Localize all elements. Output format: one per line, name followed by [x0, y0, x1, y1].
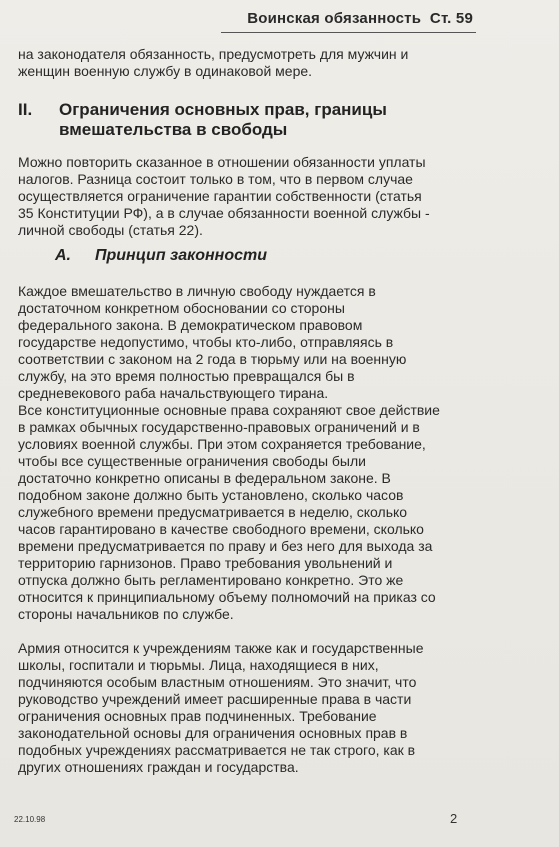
text-line: подчиняются особым властным отношениям. Это значит, что [18, 674, 417, 690]
text-line: условиях военной службы. При этом сохраняется требование, [18, 436, 426, 452]
text-line: законодательной основы для ограничения основных прав в [18, 725, 408, 741]
army-paragraph [18, 640, 448, 776]
section-title [59, 100, 387, 140]
text-line: относится к принципиальному объему полномочий на приказ со [18, 589, 436, 605]
text-line: федерального закона. В демократическом правовом [18, 317, 363, 333]
text-line: подобном законе должно быть установлено, сколько часов [18, 487, 404, 503]
section-title-line: вмешательства в свободы [59, 120, 288, 139]
text-line: личной свободы (статья 22). [18, 222, 203, 238]
text-line: Армия относится к учреждениям также как и государственные [18, 640, 424, 656]
text-line: 35 Конституции РФ), а в случае обязанности военной службы - [18, 205, 430, 221]
text-line: ограничения основных прав подчиненных. Требование [18, 708, 377, 724]
subsection-title: Принцип законности [95, 247, 267, 264]
page-reference: Ст. 59 [429, 10, 473, 27]
footer-date: 22.10.98 [14, 815, 46, 824]
text-line: в рамках обычных государственно-правовых ограничений и в [18, 419, 420, 435]
text-line: Все конституционные основные права сохраняют свое действие [18, 402, 440, 418]
running-title: Воинская обязанность [247, 10, 422, 27]
footer-page-number: 2 [450, 811, 458, 826]
text-line: на законодателя обязанность, предусмотреть для мужчин и [18, 46, 409, 62]
intro-paragraph [18, 46, 448, 80]
text-line: достаточно конкретно описаны в федеральном законе. В [18, 470, 391, 486]
text-line: других отношениях граждан и государства. [18, 759, 299, 775]
text-line: осуществляется ограничение гарантии собственности (статья [18, 188, 422, 204]
running-header [247, 10, 473, 27]
text-line: государстве недопустимо, чтобы кто-либо, отправляясь в [18, 334, 394, 350]
text-line: часов гарантировано в качестве свободного времени, сколько [18, 521, 424, 537]
text-line: служебного времени предусматривается в неделю, сколько [18, 504, 408, 520]
text-line: женщин военную службу в одинаковой мере. [18, 63, 313, 79]
text-line: времени предусматривается по праву и без него для выхода за [18, 538, 433, 554]
subsection-letter: A. [55, 247, 71, 264]
text-line: подобных учреждениях рассматривается не так строго, как в [18, 742, 416, 758]
text-line: отпуска должно быть регламентировано конкретно. Это же [18, 572, 404, 588]
section-title-line: Ограничения основных прав, границы [59, 100, 387, 119]
text-line: стороны начальников по службе. [18, 606, 234, 622]
text-line: налогов. Разница состоит только в том, что в первом случае [18, 171, 413, 187]
text-line: достаточном конкретном обосновании со стороны [18, 300, 345, 316]
section-paragraph [18, 154, 448, 239]
text-line: территорию гарнизонов. Право требования увольнений и [18, 555, 393, 571]
text-line: средневекового раба начальствующего тирана. [18, 385, 329, 401]
header-rule [221, 32, 476, 33]
text-line: Можно повторить сказанное в отношении обязанности уплаты [18, 154, 426, 170]
text-line: руководство учреждений имеет расширенные права в части [18, 691, 412, 707]
text-line: соответствии с законом на 2 года в тюрьму или на военную [18, 351, 407, 367]
text-line: Каждое вмешательство в личную свободу нуждается в [18, 283, 376, 299]
section-number: II. [18, 100, 33, 119]
text-line: чтобы все существенные ограничения свободы были [18, 453, 366, 469]
subsection-heading [55, 247, 267, 265]
text-line: службу, на это время полностью превращался бы в [18, 368, 355, 384]
legality-paragraph [18, 283, 448, 623]
text-line: школы, госпитали и тюрьмы. Лица, находящиеся в них, [18, 657, 379, 673]
